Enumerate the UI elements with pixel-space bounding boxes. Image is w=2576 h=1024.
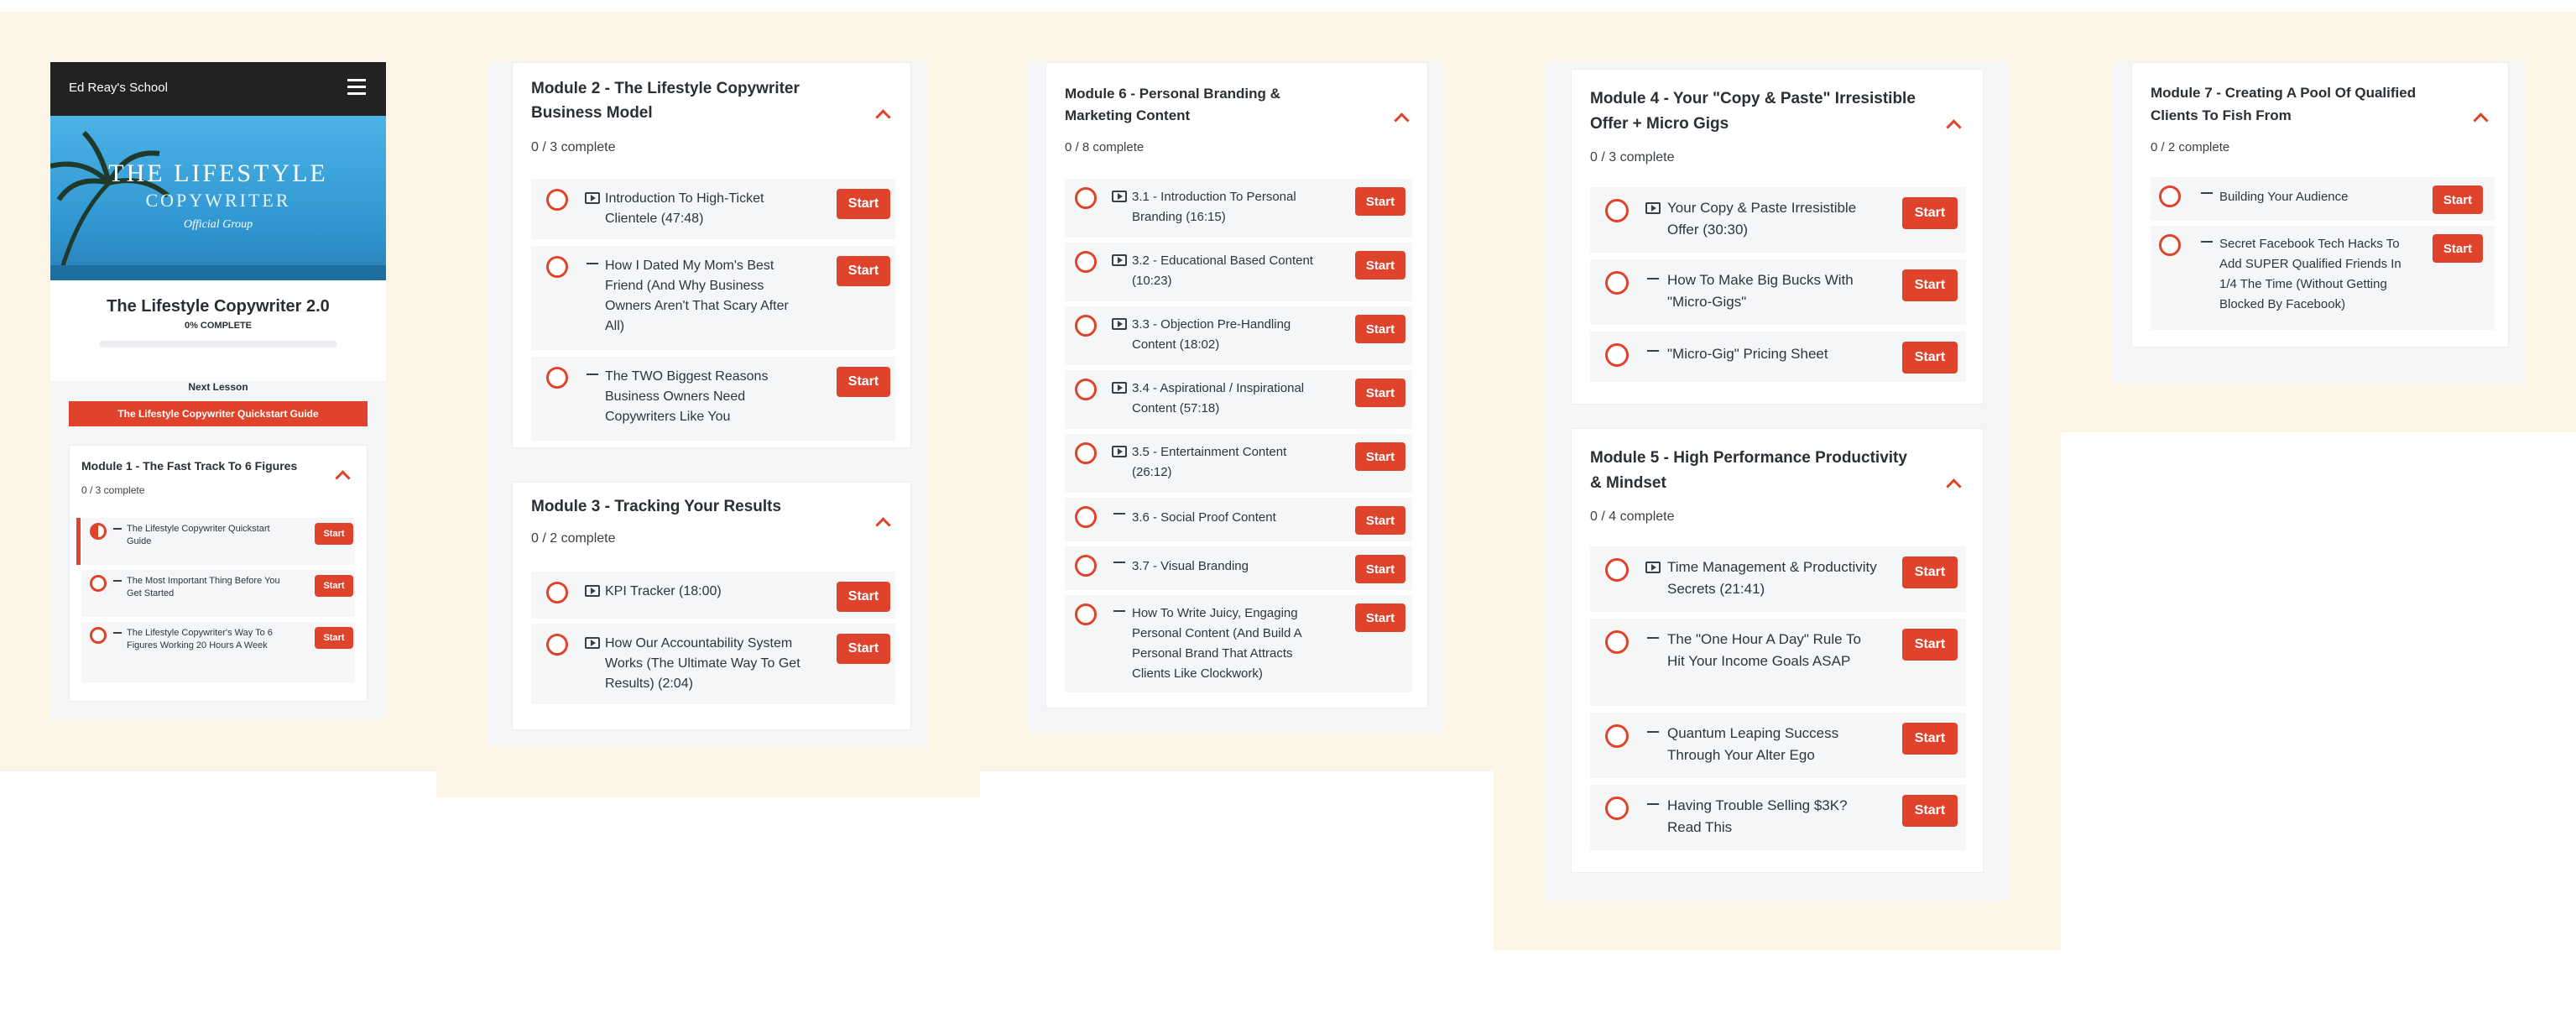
top-bar [50,62,386,116]
start-button[interactable]: Start [315,523,353,545]
half-progress-icon [90,523,107,540]
text-lesson-icon [2201,239,2213,244]
module-card [69,445,368,702]
lesson-row[interactable] [1590,619,1966,706]
lesson-row[interactable] [1065,243,1412,301]
video-lesson-icon [585,637,600,649]
text-lesson-icon [113,578,122,583]
module-title: Module 6 - Personal Branding & Marketing Content [1065,86,1280,123]
incomplete-circle-icon [1075,555,1097,577]
start-button[interactable]: Start [2433,185,2483,214]
start-button[interactable]: Start [1355,603,1405,632]
incomplete-circle-icon [90,627,107,644]
start-button[interactable]: Start [1902,723,1958,755]
lesson-title: 3.2 - Educational Based Content (10:23) [1132,253,1313,288]
video-lesson-icon [585,585,600,597]
next-lesson-button[interactable]: The Lifestyle Copywriter Quickstart Guide [69,401,368,426]
incomplete-circle-icon [546,256,568,278]
module-title: Module 5 - High Performance Productivity & Mindset [1590,449,1907,492]
lesson-row[interactable] [1065,434,1412,493]
text-lesson-icon [1647,802,1659,807]
incomplete-circle-icon [1605,199,1629,222]
start-button[interactable]: Start [1902,795,1958,827]
lesson-row[interactable] [2151,226,2495,330]
module-progress: 0 / 3 complete [1590,150,1675,165]
start-button[interactable]: Start [1355,315,1405,343]
text-lesson-icon [1647,635,1659,640]
module-progress: 0 / 4 complete [1590,509,1675,524]
module-title: Module 2 - The Lifestyle Copywriter Business Model [531,80,800,122]
module-card [2131,62,2509,347]
lesson-row[interactable] [531,572,895,619]
lesson-title: 3.1 - Introduction To Personal Branding (16:15) [1132,190,1296,224]
start-button[interactable]: Start [1902,269,1958,301]
video-lesson-icon [1112,191,1127,202]
chevron-up-icon[interactable] [875,517,890,532]
lesson-title: Quantum Leaping Success Through Your Alter Ego [1667,725,1839,763]
lesson-title: KPI Tracker (18:00) [605,584,722,598]
lesson-title: 3.6 - Social Proof Content [1132,510,1276,525]
module-title: Module 4 - Your "Copy & Paste" Irresistible Offer + Micro Gigs [1590,90,1916,133]
lesson-title: The Most Important Thing Before You Get Started [127,576,280,598]
lesson-row[interactable] [81,570,355,617]
text-lesson-icon [113,526,122,531]
start-button[interactable]: Start [315,627,353,649]
next-lesson-label: Next Lesson [188,381,248,393]
current-indicator [76,518,81,565]
incomplete-circle-icon [1075,506,1097,528]
start-button[interactable]: Start [1355,555,1405,583]
incomplete-circle-icon [90,575,107,592]
lesson-row[interactable] [1065,179,1412,238]
lesson-row[interactable] [531,624,895,704]
incomplete-circle-icon [1605,724,1629,748]
start-button[interactable]: Start [837,189,890,219]
start-button[interactable]: Start [1355,442,1405,471]
video-lesson-icon [1112,382,1127,394]
incomplete-circle-icon [546,634,568,656]
start-button[interactable]: Start [837,367,890,397]
incomplete-circle-icon [1075,442,1097,464]
module-card [512,62,911,448]
course-title: The Lifestyle Copywriter 2.0 [107,297,330,316]
start-button[interactable]: Start [1355,251,1405,280]
module-card [512,482,911,730]
text-lesson-icon [587,261,598,266]
lesson-row[interactable] [1065,595,1412,692]
lesson-title: How Our Accountability System Works (The Ultimate Way To Get Results) (2:04) [605,636,800,691]
start-button[interactable]: Start [837,582,890,612]
incomplete-circle-icon [1075,187,1097,209]
lesson-row[interactable] [2151,177,2495,221]
chevron-up-icon[interactable] [1946,119,1961,134]
text-lesson-icon [1113,511,1125,516]
start-button[interactable]: Start [1355,506,1405,535]
module-card [1046,62,1428,708]
lesson-title: How To Make Big Bucks With "Micro-Gigs" [1667,272,1854,310]
screen-1 [50,62,386,718]
lesson-title: Building Your Audience [2219,190,2349,204]
module-card [1571,69,1984,405]
start-button[interactable]: Start [315,575,353,597]
text-lesson-icon [1647,276,1659,281]
lesson-row[interactable] [1065,370,1412,429]
lesson-row[interactable] [81,622,355,682]
chevron-up-icon[interactable] [2473,112,2488,128]
lesson-title: "Micro-Gig" Pricing Sheet [1667,346,1828,362]
chevron-up-icon[interactable] [335,470,350,485]
lesson-row[interactable] [1065,306,1412,365]
lesson-title: Secret Facebook Tech Hacks To Add SUPER Qualified Friends In 1/4 The Time (Without Getting Blocked By Facebook) [2219,237,2401,311]
module-title: Module 1 - The Fast Track To 6 Figures [81,459,298,473]
incomplete-circle-icon [1075,603,1097,625]
lesson-title: How To Write Juicy, Engaging Personal Content (And Build A Personal Brand That Attracts Clients Like Clockwork) [1132,606,1301,681]
screen-5 [2113,62,2526,384]
incomplete-circle-icon [1605,558,1629,582]
lesson-row[interactable] [81,518,355,565]
lesson-title: 3.5 - Entertainment Content (26:12) [1132,445,1287,479]
lesson-title: Time Management & Productivity Secrets (21:41) [1667,559,1877,597]
progress-text: 0% COMPLETE [184,321,253,331]
start-button[interactable]: Start [1355,187,1405,216]
screen-4 [1546,62,2009,901]
video-lesson-icon [1112,254,1127,266]
module-progress: 0 / 2 complete [2151,140,2230,154]
chevron-up-icon[interactable] [1946,478,1961,494]
screen-3 [1029,62,1443,734]
lesson-row[interactable] [531,357,895,441]
module-card [1571,428,1984,873]
text-lesson-icon [1647,729,1659,734]
lesson-row[interactable] [1590,332,1966,382]
progress-bar [99,341,337,347]
lesson-row[interactable] [1590,785,1966,850]
text-lesson-icon [587,372,598,377]
incomplete-circle-icon [1605,797,1629,820]
lesson-row[interactable] [531,246,895,350]
background-band [436,755,980,797]
incomplete-circle-icon [1075,379,1097,400]
lesson-title: The "One Hour A Day" Rule To Hit Your Income Goals ASAP [1667,631,1861,669]
lesson-title: Your Copy & Paste Irresistible Offer (30:30) [1667,200,1857,238]
lesson-row[interactable] [531,179,895,239]
incomplete-circle-icon [1605,630,1629,654]
menu-icon[interactable] [347,79,366,95]
start-button[interactable]: Start [1355,379,1405,407]
banner-title: THE LIFESTYLE [108,159,328,187]
module-title: Module 3 - Tracking Your Results [531,498,782,515]
banner-tag: Official Group [183,218,253,231]
text-lesson-icon [1647,348,1659,353]
chevron-up-icon[interactable] [1394,112,1409,128]
incomplete-circle-icon [546,582,568,603]
school-name: Ed Reay's School [69,81,168,95]
video-lesson-icon [1645,562,1661,573]
lesson-title: Having Trouble Selling $3K? Read This [1667,797,1848,835]
course-header [50,280,386,381]
module-progress: 0 / 2 complete [531,531,616,546]
text-lesson-icon [113,630,122,635]
incomplete-circle-icon [1605,271,1629,295]
text-lesson-icon [1113,609,1125,614]
module-progress: 0 / 8 complete [1065,140,1145,154]
lesson-title: Introduction To High-Ticket Clientele (47:48) [605,191,764,226]
start-button[interactable]: Start [1902,197,1958,229]
video-lesson-icon [585,192,600,204]
lesson-row[interactable] [1590,713,1966,778]
lesson-row[interactable] [1590,187,1966,253]
incomplete-circle-icon [1605,343,1629,367]
text-lesson-icon [2201,191,2213,196]
banner-subtitle: COPYWRITER [145,190,291,211]
video-lesson-icon [1645,202,1661,214]
lesson-title: The TWO Biggest Reasons Business Owners Need Copywriters Like You [605,369,769,424]
video-lesson-icon [1112,446,1127,457]
chevron-up-icon[interactable] [875,109,890,124]
module-title: Module 7 - Creating A Pool Of Qualified Clients To Fish From [2151,85,2417,123]
start-button[interactable]: Start [1902,629,1958,661]
start-button[interactable]: Start [1902,556,1958,588]
incomplete-circle-icon [546,189,568,211]
lesson-title: How I Dated My Mom's Best Friend (And Why Business Owners Aren't That Scary After All) [605,259,789,333]
incomplete-circle-icon [2159,185,2181,207]
lesson-row[interactable] [1590,259,1966,325]
text-lesson-icon [1113,560,1125,565]
module-progress: 0 / 3 complete [531,140,616,154]
screen-2 [488,62,928,747]
video-lesson-icon [1112,318,1127,330]
incomplete-circle-icon [1075,315,1097,337]
lesson-row[interactable] [1065,498,1412,541]
start-button[interactable]: Start [837,256,890,286]
lesson-title: 3.7 - Visual Branding [1132,559,1249,573]
incomplete-circle-icon [546,367,568,389]
course-banner [50,116,386,280]
start-button[interactable]: Start [837,634,890,664]
lesson-title: 3.4 - Aspirational / Inspirational Content (57:18) [1132,381,1305,415]
start-button[interactable]: Start [2433,234,2483,263]
start-button[interactable]: Start [1902,342,1958,374]
lesson-title: The Lifestyle Copywriter's Way To 6 Figures Working 20 Hours A Week [127,628,273,650]
lesson-title: 3.3 - Objection Pre-Handling Content (18:02) [1132,317,1291,352]
incomplete-circle-icon [1075,251,1097,273]
module-progress: 0 / 3 complete [81,484,145,496]
lesson-row[interactable] [1065,546,1412,590]
incomplete-circle-icon [2159,234,2181,256]
lesson-title: The Lifestyle Copywriter Quickstart Guide [127,524,270,546]
lesson-row[interactable] [1590,546,1966,612]
